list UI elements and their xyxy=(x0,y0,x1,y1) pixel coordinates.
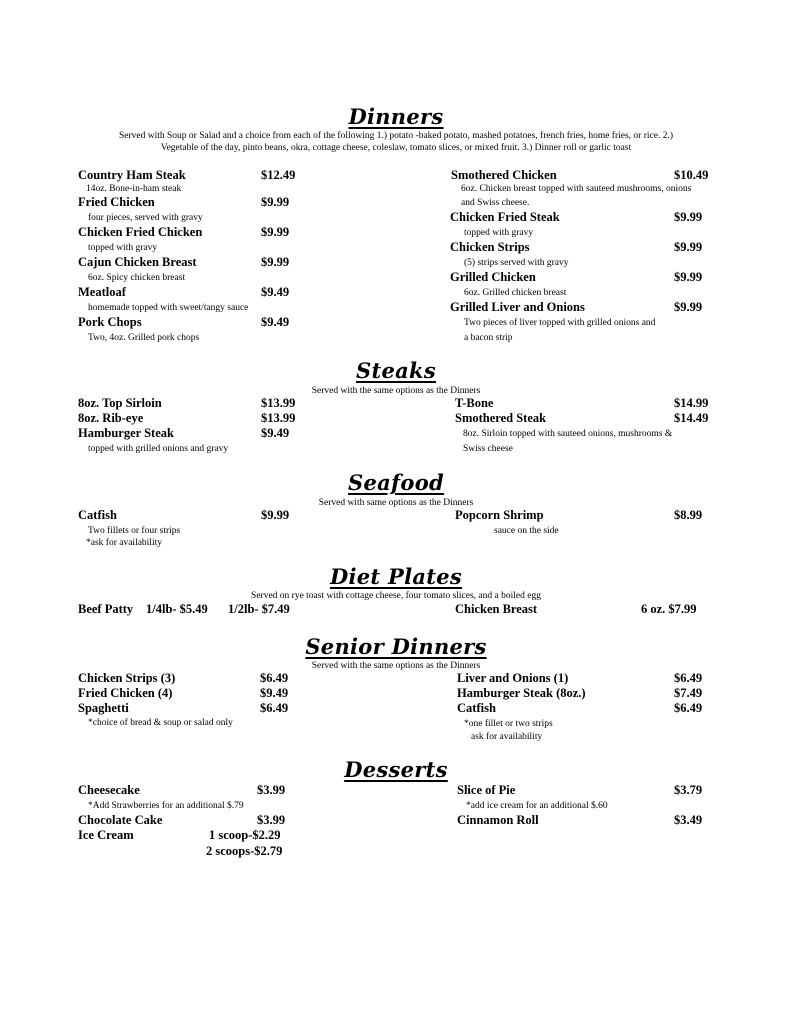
senior-item-name: Hamburger Steak (8oz.) xyxy=(457,686,586,700)
dessert-item-desc: *add ice cream for an additional $.60 xyxy=(466,801,608,811)
steak-item-price: $14.49 xyxy=(674,411,709,425)
dessert-item-name: Chocolate Cake xyxy=(78,813,163,827)
dinner-item-price: $9.99 xyxy=(261,255,290,269)
senior-item-price: $6.49 xyxy=(260,701,289,715)
steak-item-desc: Swiss cheese xyxy=(463,444,513,454)
seafood-item-note: *ask for availability xyxy=(86,538,162,548)
steaks-subtitle: Served with the same options as the Dinners xyxy=(311,386,481,396)
dinner-item-price: $9.49 xyxy=(261,315,290,329)
diet-item-price: 6 oz. $7.99 xyxy=(641,602,697,616)
senior-item-name: Fried Chicken (4) xyxy=(78,686,173,700)
senior-item-price: $7.49 xyxy=(674,686,703,700)
senior-title: Senior Dinners xyxy=(305,634,487,659)
dessert-item-price: $3.99 xyxy=(257,783,286,797)
dinner-item-desc: topped with gravy xyxy=(464,228,534,238)
steak-item-price: $13.99 xyxy=(261,411,296,425)
dinner-item-price: $10.49 xyxy=(674,168,709,182)
dinner-item-price: $12.49 xyxy=(261,168,296,182)
dinner-item-price: $9.99 xyxy=(674,210,703,224)
senior-note: *one fillet or two strips xyxy=(464,719,553,729)
senior-item-name: Liver and Onions (1) xyxy=(457,671,569,685)
dessert-item-price: $3.79 xyxy=(674,783,703,797)
dinner-item-desc: a bacon strip xyxy=(464,333,513,343)
dessert-item-name: Ice Cream xyxy=(78,828,134,842)
dinner-item-price: $9.99 xyxy=(261,225,290,239)
dinner-item-desc: 6oz. Chicken breast topped with sauteed mushrooms, onions xyxy=(461,184,692,194)
senior-note: ask for availability xyxy=(471,732,543,742)
dessert-item-price: 1 scoop-$2.29 xyxy=(209,828,281,842)
steak-item-price: $9.49 xyxy=(261,426,290,440)
diet-title: Diet Plates xyxy=(329,564,463,589)
dinner-item-name: Chicken Strips xyxy=(450,240,530,254)
dinner-item-name: Grilled Chicken xyxy=(450,270,536,284)
steak-item-name: T-Bone xyxy=(455,396,494,410)
dinner-item-desc: 6oz. Grilled chicken breast xyxy=(464,288,567,298)
diet-item-name: Chicken Breast xyxy=(455,602,538,616)
dinner-item-price: $9.99 xyxy=(674,300,703,314)
dinner-item-name: Fried Chicken xyxy=(78,195,155,209)
dinners-subtitle-1: Served with Soup or Salad and a choice from each of the following 1.) potato -baked potato, mashed potatoes, french fries, home fries, or rice. 2.) xyxy=(119,131,673,141)
dinner-item-desc: topped with gravy xyxy=(88,243,158,253)
steaks-title: Steaks xyxy=(355,358,436,383)
dessert-item-name: Cinnamon Roll xyxy=(457,813,539,827)
dinner-item-name: Chicken Fried Steak xyxy=(450,210,560,224)
dinner-item-name: Pork Chops xyxy=(78,315,142,329)
diet-item-option: 1/4lb- $5.49 xyxy=(146,602,208,616)
dinner-item-price: $9.99 xyxy=(674,270,703,284)
steak-item-price: $14.99 xyxy=(674,396,709,410)
dessert-item-price: $3.99 xyxy=(257,813,286,827)
dinner-item-name: Cajun Chicken Breast xyxy=(78,255,197,269)
steak-item-desc: topped with grilled onions and gravy xyxy=(88,444,229,454)
senior-item-name: Spaghetti xyxy=(78,701,129,715)
dinner-item-name: Chicken Fried Chicken xyxy=(78,225,203,239)
dinners-subtitle-2: Vegetable of the day, pinto beans, okra, cottage cheese, coleslaw, tomato slices, or mixed fruit. 3.) Dinner roll or garlic toast xyxy=(160,143,632,153)
diet-item-name: Beef Patty xyxy=(78,602,134,616)
dinner-item-desc: four pieces, served with gravy xyxy=(88,213,203,223)
dinner-item-price: $9.99 xyxy=(261,195,290,209)
dinner-item-name: Smothered Chicken xyxy=(451,168,557,182)
dinner-item-name: Meatloaf xyxy=(78,285,126,299)
dinner-item-desc: Two, 4oz. Grilled pork chops xyxy=(88,333,200,343)
diet-item-option: 1/2lb- $7.49 xyxy=(228,602,290,616)
seafood-title: Seafood xyxy=(348,470,444,495)
steak-item-name: Smothered Steak xyxy=(455,411,547,425)
seafood-item-name: Popcorn Shrimp xyxy=(455,508,544,522)
seafood-item-desc: sauce on the side xyxy=(494,526,559,536)
dinner-item-name: Grilled Liver and Onions xyxy=(450,300,585,314)
dinner-item-desc: homemade topped with sweet/tangy sauce xyxy=(88,303,249,313)
senior-item-price: $9.49 xyxy=(260,686,289,700)
senior-item-price: $6.49 xyxy=(260,671,289,685)
dinner-item-desc: Two pieces of liver topped with grilled onions and xyxy=(464,318,656,328)
diet-subtitle: Served on rye toast with cottage cheese, four tomato slices, and a boiled egg xyxy=(251,591,541,601)
senior-note: *choice of bread & soup or salad only xyxy=(88,718,233,728)
senior-item-price: $6.49 xyxy=(674,671,703,685)
seafood-item-name: Catfish xyxy=(78,508,117,522)
dessert-item-name: Cheesecake xyxy=(78,783,140,797)
senior-item-name: Catfish xyxy=(457,701,496,715)
dinner-item-price: $9.99 xyxy=(674,240,703,254)
steak-item-name: Hamburger Steak xyxy=(78,426,174,440)
dinner-item-desc: 14oz. Bone-in-ham steak xyxy=(86,184,182,194)
dinner-item-desc: 6oz. Spicy chicken breast xyxy=(88,273,186,283)
seafood-subtitle: Served with same options as the Dinners xyxy=(318,498,474,508)
desserts-title: Desserts xyxy=(344,757,448,782)
steak-item-price: $13.99 xyxy=(261,396,296,410)
dinner-item-desc: (5) strips served with gravy xyxy=(464,258,569,268)
seafood-item-price: $9.99 xyxy=(261,508,290,522)
senior-subtitle: Served with the same options as the Dinners xyxy=(311,661,481,671)
dessert-item-name: Slice of Pie xyxy=(457,783,516,797)
senior-item-name: Chicken Strips (3) xyxy=(78,671,176,685)
dessert-item-desc: *Add Strawberries for an additional $.79 xyxy=(88,801,244,811)
steak-item-name: 8oz. Top Sirloin xyxy=(78,396,162,410)
seafood-item-desc: Two fillets or four strips xyxy=(88,526,181,536)
dessert-item-price: 2 scoops-$2.79 xyxy=(206,844,283,858)
steak-item-name: 8oz. Rib-eye xyxy=(78,411,144,425)
dinner-item-name: Country Ham Steak xyxy=(78,168,186,182)
dessert-item-price: $3.49 xyxy=(674,813,703,827)
dinner-item-price: $9.49 xyxy=(261,285,290,299)
seafood-item-price: $8.99 xyxy=(674,508,703,522)
steak-item-desc: 8oz. Sirloin topped with sauteed onions, mushrooms & xyxy=(463,429,673,439)
senior-item-price: $6.49 xyxy=(674,701,703,715)
dinners-title: Dinners xyxy=(348,104,444,129)
dinner-item-desc: and Swiss cheese. xyxy=(461,198,530,208)
